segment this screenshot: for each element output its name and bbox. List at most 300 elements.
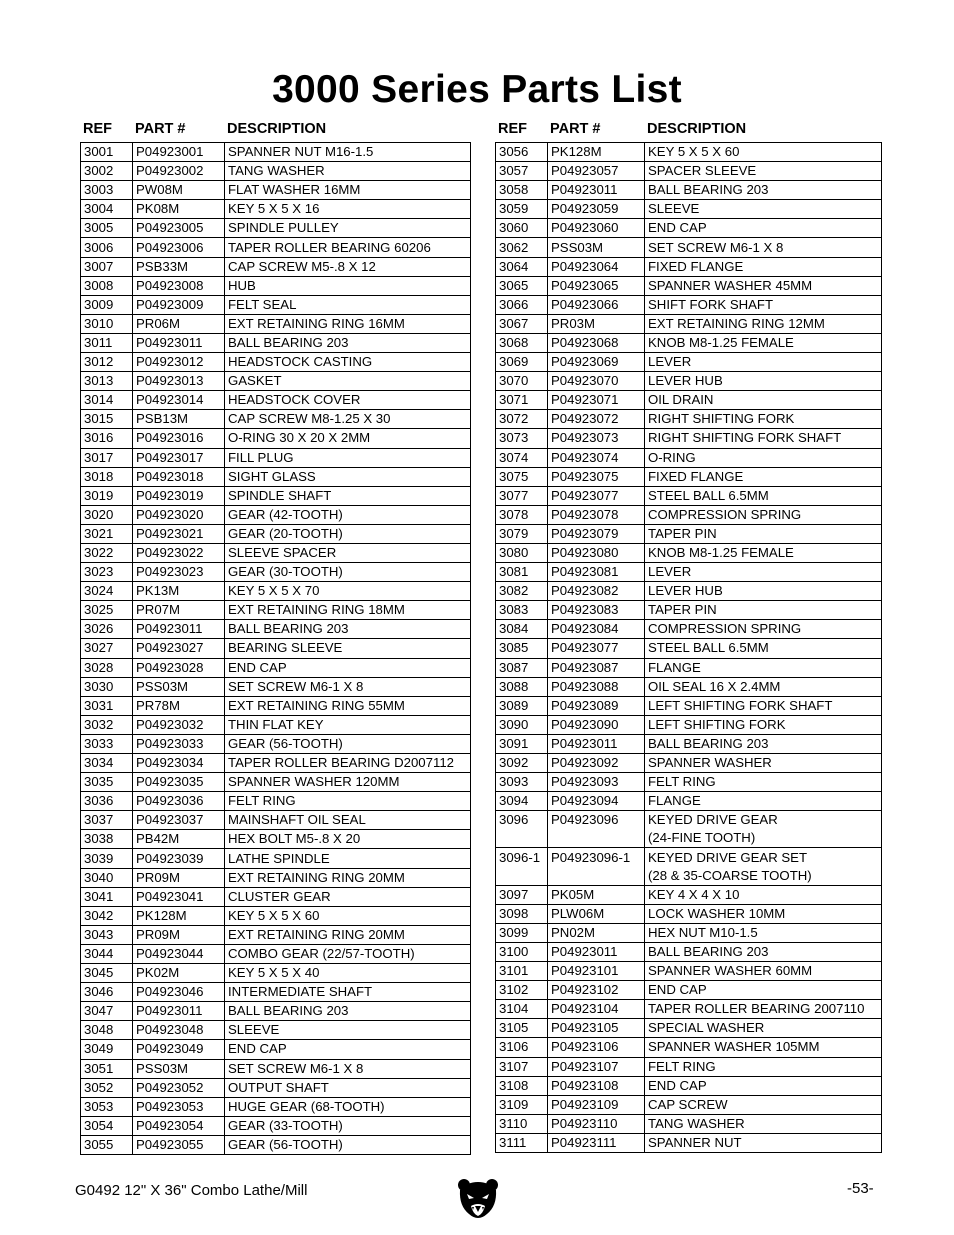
- table-row: [81, 677, 471, 696]
- ref-cell: 3045: [81, 964, 133, 983]
- ref-cell: 3033: [81, 734, 133, 753]
- ref-cell: 3016: [81, 429, 133, 448]
- part-number-cell: PLW06M: [548, 904, 645, 923]
- table-row: [81, 333, 471, 352]
- table-row: [496, 200, 882, 219]
- description-cell: TAPER ROLLER BEARING D2007112: [225, 754, 471, 773]
- ref-cell: 3034: [81, 754, 133, 773]
- part-number-cell: PSS03M: [548, 238, 645, 257]
- ref-cell: 3093: [496, 773, 548, 792]
- bear-head-logo-icon: [455, 1176, 501, 1222]
- table-row: [496, 792, 882, 811]
- part-number-cell: PW08M: [133, 181, 225, 200]
- table-row: [496, 295, 882, 314]
- part-number-cell: P04923032: [133, 715, 225, 734]
- ref-cell: 3055: [81, 1135, 133, 1154]
- table-row: [81, 543, 471, 562]
- ref-cell: 3111: [496, 1133, 548, 1152]
- ref-cell: 3080: [496, 543, 548, 562]
- table-row: [81, 658, 471, 677]
- part-number-cell: PSB33M: [133, 257, 225, 276]
- part-number-cell: P04923064: [548, 257, 645, 276]
- table-row: [496, 563, 882, 582]
- ref-cell: 3106: [496, 1038, 548, 1057]
- description-cell: KNOB M8-1.25 FEMALE: [645, 543, 882, 562]
- part-number-cell: P04923071: [548, 391, 645, 410]
- description-cell: KEYED DRIVE GEAR SET: [645, 848, 882, 867]
- table-row: [81, 563, 471, 582]
- table-row: [81, 276, 471, 295]
- table-row: [496, 505, 882, 524]
- ref-cell: 3027: [81, 639, 133, 658]
- description-cell: LEVER HUB: [645, 372, 882, 391]
- description-cell: TAPER ROLLER BEARING 60206: [225, 238, 471, 257]
- part-number-cell: P04923011: [548, 181, 645, 200]
- part-number-cell: P04923096: [548, 811, 645, 830]
- table-row-continuation: [496, 867, 882, 886]
- table-row: [81, 1021, 471, 1040]
- ref-cell: 3065: [496, 276, 548, 295]
- description-cell: KNOB M8-1.25 FEMALE: [645, 333, 882, 352]
- table-row: [81, 906, 471, 925]
- table-row: [496, 524, 882, 543]
- description-cell: HEADSTOCK COVER: [225, 391, 471, 410]
- description-cell: BALL BEARING 203: [225, 1002, 471, 1021]
- ref-cell: [496, 867, 548, 886]
- ref-cell: 3023: [81, 563, 133, 582]
- right-parts-table: [495, 142, 882, 1153]
- description-cell: TANG WASHER: [645, 1114, 882, 1133]
- part-number-cell: PSB13M: [133, 410, 225, 429]
- ref-cell: 3025: [81, 601, 133, 620]
- ref-cell: 3039: [81, 849, 133, 868]
- ref-cell: 3071: [496, 391, 548, 410]
- part-number-cell: P04923072: [548, 410, 645, 429]
- ref-cell: 3030: [81, 677, 133, 696]
- part-number-cell: PR78M: [133, 696, 225, 715]
- description-cell: COMPRESSION SPRING: [645, 620, 882, 639]
- table-row: [496, 1019, 882, 1038]
- table-row: [81, 696, 471, 715]
- description-cell: OIL DRAIN: [645, 391, 882, 410]
- footer-model: G0492 12" X 36" Combo Lathe/Mill: [75, 1182, 308, 1199]
- ref-cell: 3032: [81, 715, 133, 734]
- table-row: [496, 1057, 882, 1076]
- ref-cell: 3069: [496, 353, 548, 372]
- part-number-cell: PK13M: [133, 582, 225, 601]
- description-header: DESCRIPTION: [647, 121, 747, 137]
- description-cell: LEFT SHIFTING FORK SHAFT: [645, 696, 882, 715]
- description-cell: SPINDLE PULLEY: [225, 219, 471, 238]
- part-number-cell: P04923019: [133, 486, 225, 505]
- table-row: [81, 238, 471, 257]
- ref-cell: 3088: [496, 677, 548, 696]
- part-number-cell: P04923036: [133, 792, 225, 811]
- ref-cell: 3024: [81, 582, 133, 601]
- description-cell: LOCK WASHER 10MM: [645, 904, 882, 923]
- description-cell: STEEL BALL 6.5MM: [645, 639, 882, 658]
- table-row: [81, 792, 471, 811]
- ref-cell: 3079: [496, 524, 548, 543]
- table-row: [81, 830, 471, 849]
- part-number-cell: P04923090: [548, 715, 645, 734]
- table-row: [81, 372, 471, 391]
- part-number-cell: P04923084: [548, 620, 645, 639]
- table-row: [81, 219, 471, 238]
- table-row: [81, 868, 471, 887]
- description-cell: EXT RETAINING RING 12MM: [645, 314, 882, 333]
- table-row: [81, 925, 471, 944]
- description-cell: LEFT SHIFTING FORK: [645, 715, 882, 734]
- ref-cell: 3059: [496, 200, 548, 219]
- part-number-cell: P04923081: [548, 563, 645, 582]
- description-cell: CAP SCREW M8-1.25 X 30: [225, 410, 471, 429]
- description-cell: SLEEVE SPACER: [225, 543, 471, 562]
- description-cell: KEY 4 X 4 X 10: [645, 885, 882, 904]
- ref-cell: 3008: [81, 276, 133, 295]
- description-cell: KEY 5 X 5 X 70: [225, 582, 471, 601]
- ref-cell: 3031: [81, 696, 133, 715]
- ref-cell: 3110: [496, 1114, 548, 1133]
- table-row: [81, 1116, 471, 1135]
- table-row: [496, 696, 882, 715]
- ref-cell: 3064: [496, 257, 548, 276]
- part-number-cell: P04923044: [133, 944, 225, 963]
- part-number-cell: P04923039: [133, 849, 225, 868]
- table-row: [81, 391, 471, 410]
- part-number-cell: P04923011: [133, 1002, 225, 1021]
- table-row: [496, 1114, 882, 1133]
- ref-cell: 3014: [81, 391, 133, 410]
- ref-cell: 3073: [496, 429, 548, 448]
- ref-cell: 3082: [496, 582, 548, 601]
- table-row: [81, 162, 471, 181]
- ref-cell: 3099: [496, 923, 548, 942]
- description-cell: THIN FLAT KEY: [225, 715, 471, 734]
- part-number-cell: P04923054: [133, 1116, 225, 1135]
- description-cell: BEARING SLEEVE: [225, 639, 471, 658]
- description-cell: END CAP: [645, 219, 882, 238]
- ref-cell: 3048: [81, 1021, 133, 1040]
- table-row: [496, 715, 882, 734]
- ref-cell: 3006: [81, 238, 133, 257]
- ref-cell: 3081: [496, 563, 548, 582]
- part-number-cell: P04923001: [133, 143, 225, 162]
- ref-cell: 3054: [81, 1116, 133, 1135]
- part-number-cell: P04923093: [548, 773, 645, 792]
- table-row: [81, 715, 471, 734]
- part-number-cell: P04923068: [548, 333, 645, 352]
- description-header: DESCRIPTION: [227, 121, 327, 137]
- ref-cell: 3005: [81, 219, 133, 238]
- description-cell: TANG WASHER: [225, 162, 471, 181]
- description-cell: SPANNER WASHER 45MM: [645, 276, 882, 295]
- part-number-cell: P04923027: [133, 639, 225, 658]
- ref-cell: 3042: [81, 906, 133, 925]
- ref-cell: 3057: [496, 162, 548, 181]
- description-cell: BALL BEARING 203: [645, 942, 882, 961]
- table-row: [496, 658, 882, 677]
- table-row: [496, 181, 882, 200]
- part-number-cell: P04923014: [133, 391, 225, 410]
- description-cell: STEEL BALL 6.5MM: [645, 486, 882, 505]
- right-column-headers: [495, 121, 881, 139]
- part-number-cell: P04923077: [548, 486, 645, 505]
- ref-cell: 3075: [496, 467, 548, 486]
- part-number-cell: PR09M: [133, 925, 225, 944]
- description-cell: RIGHT SHIFTING FORK: [645, 410, 882, 429]
- table-row: [496, 734, 882, 753]
- part-number-cell: P04923094: [548, 792, 645, 811]
- description-cell: COMBO GEAR (22/57-TOOTH): [225, 944, 471, 963]
- page-title: 3000 Series Parts List: [272, 68, 682, 111]
- description-cell: FELT RING: [645, 1057, 882, 1076]
- part-number-cell: P04923109: [548, 1095, 645, 1114]
- part-number-cell: P04923041: [133, 887, 225, 906]
- ref-cell: 3067: [496, 314, 548, 333]
- ref-header: REF: [498, 121, 527, 137]
- description-cell: FIXED FLANGE: [645, 257, 882, 276]
- part-number-cell: PK02M: [133, 964, 225, 983]
- description-cell: GEAR (56-TOOTH): [225, 1135, 471, 1154]
- ref-cell: 3037: [81, 811, 133, 830]
- part-number-cell: PR09M: [133, 868, 225, 887]
- description-cell: BALL BEARING 203: [645, 734, 882, 753]
- part-number-cell: P04923048: [133, 1021, 225, 1040]
- description-cell: OUTPUT SHAFT: [225, 1078, 471, 1097]
- table-row: [81, 964, 471, 983]
- description-cell: SPANNER NUT: [645, 1133, 882, 1152]
- table-row: [496, 1095, 882, 1114]
- table-row: [496, 848, 882, 867]
- ref-cell: 3041: [81, 887, 133, 906]
- part-number-cell: P04923018: [133, 467, 225, 486]
- ref-cell: 3004: [81, 200, 133, 219]
- table-row: [496, 162, 882, 181]
- ref-cell: 3026: [81, 620, 133, 639]
- part-number-cell: PSS03M: [133, 677, 225, 696]
- table-row: [496, 1133, 882, 1152]
- ref-cell: 3096: [496, 811, 548, 830]
- part-number-cell: P04923066: [548, 295, 645, 314]
- ref-cell: 3101: [496, 962, 548, 981]
- ref-cell: 3036: [81, 792, 133, 811]
- part-number-cell: P04923046: [133, 983, 225, 1002]
- table-row: [81, 887, 471, 906]
- table-row: [496, 333, 882, 352]
- part-number-cell: P04923074: [548, 448, 645, 467]
- ref-cell: 3018: [81, 467, 133, 486]
- part-number-cell: [548, 829, 645, 848]
- description-cell: RIGHT SHIFTING FORK SHAFT: [645, 429, 882, 448]
- description-cell: END CAP: [645, 1076, 882, 1095]
- ref-cell: 3056: [496, 143, 548, 162]
- ref-cell: 3052: [81, 1078, 133, 1097]
- ref-cell: 3010: [81, 314, 133, 333]
- table-row: [81, 773, 471, 792]
- description-cell: SLEEVE: [225, 1021, 471, 1040]
- part-number-cell: P04923033: [133, 734, 225, 753]
- description-cell: TAPER ROLLER BEARING 2007110: [645, 1000, 882, 1019]
- description-cell: GEAR (20-TOOTH): [225, 524, 471, 543]
- table-row-continuation: [496, 829, 882, 848]
- ref-cell: 3066: [496, 295, 548, 314]
- ref-cell: 3087: [496, 658, 548, 677]
- ref-cell: 3020: [81, 505, 133, 524]
- description-cell: SPANNER NUT M16-1.5: [225, 143, 471, 162]
- ref-cell: 3040: [81, 868, 133, 887]
- part-number-cell: P04923020: [133, 505, 225, 524]
- part-number-cell: P04923073: [548, 429, 645, 448]
- part-number-cell: PB42M: [133, 830, 225, 849]
- table-row: [496, 885, 882, 904]
- table-row: [81, 314, 471, 333]
- part-number-cell: P04923053: [133, 1097, 225, 1116]
- ref-cell: 3072: [496, 410, 548, 429]
- ref-cell: 3019: [81, 486, 133, 505]
- part-number-cell: P04923065: [548, 276, 645, 295]
- ref-cell: 3094: [496, 792, 548, 811]
- description-cell: SPANNER WASHER 60MM: [645, 962, 882, 981]
- description-cell: CAP SCREW M5-.8 X 12: [225, 257, 471, 276]
- part-number-cell: PK08M: [133, 200, 225, 219]
- table-row: [496, 257, 882, 276]
- description-cell: SET SCREW M6-1 X 8: [225, 1059, 471, 1078]
- part-number-cell: P04923075: [548, 467, 645, 486]
- part-number-cell: PK05M: [548, 885, 645, 904]
- description-cell: FELT RING: [645, 773, 882, 792]
- ref-cell: 3047: [81, 1002, 133, 1021]
- table-row: [81, 1059, 471, 1078]
- part-number-cell: P04923055: [133, 1135, 225, 1154]
- description-cell: LEVER HUB: [645, 582, 882, 601]
- table-row: [81, 353, 471, 372]
- description-cell: SPECIAL WASHER: [645, 1019, 882, 1038]
- ref-cell: 3015: [81, 410, 133, 429]
- part-number-cell: P04923005: [133, 219, 225, 238]
- description-cell: COMPRESSION SPRING: [645, 505, 882, 524]
- description-cell: KEY 5 X 5 X 40: [225, 964, 471, 983]
- part-number-cell: P04923037: [133, 811, 225, 830]
- part-number-cell: P04923016: [133, 429, 225, 448]
- table-row: [496, 372, 882, 391]
- table-row: [496, 238, 882, 257]
- part-number-cell: P04923111: [548, 1133, 645, 1152]
- description-cell: (24-FINE TOOTH): [645, 829, 882, 848]
- table-row: [81, 983, 471, 1002]
- ref-cell: 3107: [496, 1057, 548, 1076]
- ref-cell: 3002: [81, 162, 133, 181]
- ref-cell: 3100: [496, 942, 548, 961]
- part-number-cell: P04923011: [548, 734, 645, 753]
- description-cell: FLANGE: [645, 792, 882, 811]
- description-cell: LEVER: [645, 563, 882, 582]
- part-number-cell: PN02M: [548, 923, 645, 942]
- part-number-cell: P04923023: [133, 563, 225, 582]
- description-cell: BALL BEARING 203: [225, 333, 471, 352]
- description-cell: MAINSHAFT OIL SEAL: [225, 811, 471, 830]
- table-row: [496, 811, 882, 830]
- description-cell: SPANNER WASHER: [645, 754, 882, 773]
- table-row: [496, 773, 882, 792]
- table-row: [81, 1135, 471, 1154]
- description-cell: FLAT WASHER 16MM: [225, 181, 471, 200]
- ref-cell: 3038: [81, 830, 133, 849]
- ref-cell: 3049: [81, 1040, 133, 1059]
- ref-cell: 3011: [81, 333, 133, 352]
- ref-cell: 3021: [81, 524, 133, 543]
- ref-cell: 3001: [81, 143, 133, 162]
- description-cell: TAPER PIN: [645, 601, 882, 620]
- description-cell: LATHE SPINDLE: [225, 849, 471, 868]
- table-row: [81, 200, 471, 219]
- description-cell: O-RING: [645, 448, 882, 467]
- part-number-cell: P04923011: [548, 942, 645, 961]
- part-number-cell: P04923017: [133, 448, 225, 467]
- ref-cell: 3078: [496, 505, 548, 524]
- table-row: [81, 410, 471, 429]
- ref-cell: 3102: [496, 981, 548, 1000]
- table-row: [81, 486, 471, 505]
- ref-cell: 3089: [496, 696, 548, 715]
- table-row: [496, 1076, 882, 1095]
- ref-cell: 3035: [81, 773, 133, 792]
- table-row: [496, 582, 882, 601]
- part-number-cell: P04923079: [548, 524, 645, 543]
- part-number-cell: P04923089: [548, 696, 645, 715]
- description-cell: END CAP: [645, 981, 882, 1000]
- ref-cell: 3058: [496, 181, 548, 200]
- table-row: [81, 181, 471, 200]
- part-number-cell: PR06M: [133, 314, 225, 333]
- part-number-cell: P04923002: [133, 162, 225, 181]
- description-cell: EXT RETAINING RING 20MM: [225, 925, 471, 944]
- ref-cell: 3096-1: [496, 848, 548, 867]
- table-row: [81, 944, 471, 963]
- description-cell: SPANNER WASHER 105MM: [645, 1038, 882, 1057]
- ref-cell: 3003: [81, 181, 133, 200]
- part-number-cell: [548, 867, 645, 886]
- ref-cell: 3090: [496, 715, 548, 734]
- table-row: [496, 467, 882, 486]
- part-number-cell: P04923069: [548, 353, 645, 372]
- description-cell: SPANNER WASHER 120MM: [225, 773, 471, 792]
- part-number-cell: P04923080: [548, 543, 645, 562]
- part-number-cell: P04923008: [133, 276, 225, 295]
- table-row: [496, 601, 882, 620]
- ref-cell: 3044: [81, 944, 133, 963]
- ref-cell: 3051: [81, 1059, 133, 1078]
- description-cell: HUB: [225, 276, 471, 295]
- table-row: [81, 582, 471, 601]
- part-number-cell: P04923011: [133, 333, 225, 352]
- description-cell: EXT RETAINING RING 16MM: [225, 314, 471, 333]
- description-cell: END CAP: [225, 658, 471, 677]
- description-cell: KEY 5 X 5 X 60: [645, 143, 882, 162]
- part-number-cell: P04923102: [548, 981, 645, 1000]
- part-number-cell: P04923088: [548, 677, 645, 696]
- ref-cell: 3085: [496, 639, 548, 658]
- table-row: [496, 923, 882, 942]
- part-number-cell: P04923052: [133, 1078, 225, 1097]
- table-row: [81, 1002, 471, 1021]
- part-number-cell: P04923107: [548, 1057, 645, 1076]
- description-cell: KEY 5 X 5 X 16: [225, 200, 471, 219]
- ref-cell: 3104: [496, 1000, 548, 1019]
- ref-cell: 3084: [496, 620, 548, 639]
- table-row: [81, 1040, 471, 1059]
- table-row: [496, 962, 882, 981]
